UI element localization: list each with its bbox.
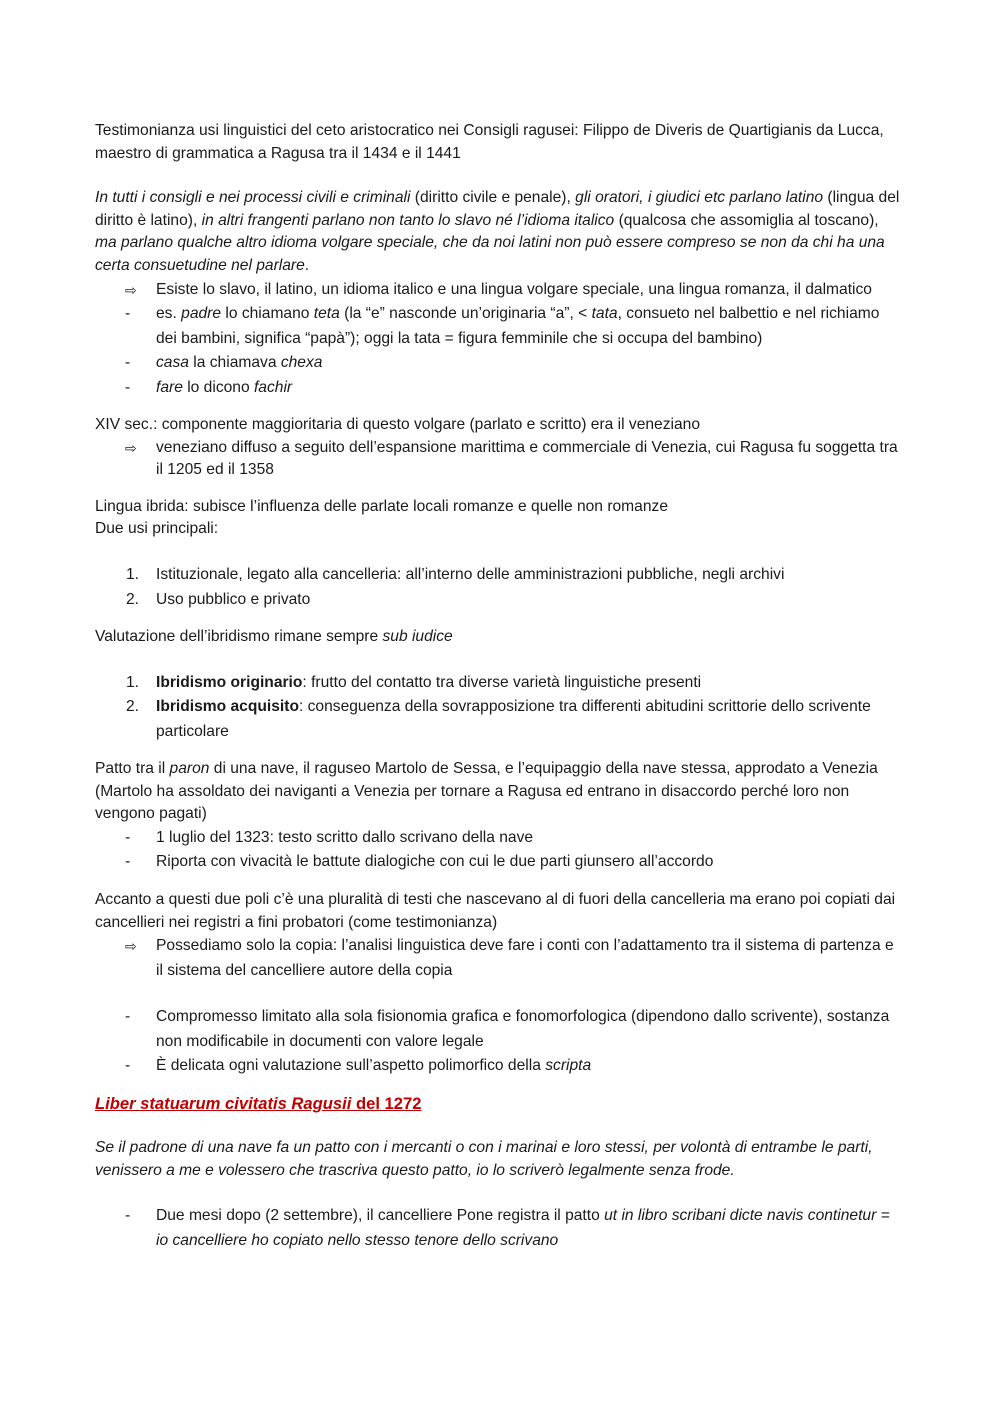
quote-italic-7: ma parlano qualche altro idioma volgare speciale, che da noi latini non può essere compreso se non da chi ha una certa consuetudine nel parlare xyxy=(95,234,885,274)
quote-italic-3: gli oratori, i giudici etc parlano latino xyxy=(575,189,824,207)
quote-italic-5: in altri frangenti parlano non tanto lo slavo né l’idioma italico xyxy=(201,211,615,229)
usi-text: Uso pubblico e privato xyxy=(156,590,311,608)
list-item-arrow-veneziano xyxy=(95,437,900,482)
padre-d: teta xyxy=(313,305,340,323)
list-item-arrow-lingue xyxy=(95,278,900,303)
patto-list-item-1 xyxy=(95,826,900,851)
dash-bullet: - xyxy=(125,853,131,871)
list-item-padre xyxy=(95,302,900,351)
accanto-paragraph: Accanto a questi due poli c’è una pluralità di testi che nascevano al di fuori della cancelleria ma erano poi copiati dai cancellieri nei registri a fini probatori (come testimonianza) xyxy=(95,890,896,931)
list-number: 1. xyxy=(126,673,140,691)
arrow-bullet-icon: ⇨ xyxy=(125,281,137,298)
dash-bullet: - xyxy=(125,1008,131,1026)
list-item-fare xyxy=(95,376,900,401)
intro-paragraph: Testimonianza usi linguistici del ceto aristocratico nei Consigli ragusei: Filippo de Diveris de Quartigianis da Lucca, maestro di grammatica a Ragusa tra il 1434 e il 1441 xyxy=(95,122,884,162)
valutazione-a: Valutazione dell’ibridismo rimane sempre xyxy=(95,628,383,646)
xiv-paragraph: XIV sec.: componente maggioritaria di questo volgare (parlato e scritto) era il veneziano xyxy=(95,416,701,434)
list-number: 2. xyxy=(126,698,140,716)
delicata-a: È delicata ogni valutazione sull’aspetto polimorfico della xyxy=(156,1057,546,1075)
ibridismo-text: : frutto del contatto tra diverse varietà linguistiche presenti xyxy=(302,673,702,691)
padre-g: , consueto nel balbettio e nel richiamo dei bambini, significa “papà”); oggi la tata = figura femminile che si occupa del bambino) xyxy=(156,305,880,347)
usi-text: Istituzionale, legato alla cancelleria: all’interno delle amministrazioni pubbliche, negli archivi xyxy=(156,566,785,584)
list-item-due-mesi xyxy=(95,1204,900,1253)
list-number: 1. xyxy=(126,566,140,584)
ibridismo-term: Ibridismo acquisito xyxy=(156,698,299,716)
list-item-text: Possediamo solo la copia: l’analisi linguistica deve fare i conti con l’adattamento tra il sistema di partenza e il sistema del cancelliere autore della copia xyxy=(156,937,894,979)
padre-e: (la “e” nasconde un’originaria “a”, < xyxy=(339,305,592,323)
casa-a: casa xyxy=(156,354,189,372)
statuto-quote-paragraph xyxy=(95,1137,900,1182)
fare-c: fachir xyxy=(253,378,293,396)
quote-text-2: (diritto civile e penale), xyxy=(410,189,576,207)
ibridismo-item-2 xyxy=(95,695,900,744)
quote-italic-1: In tutti i consigli e nei processi civili e criminali xyxy=(95,189,411,207)
padre-c: lo chiamano xyxy=(221,305,314,323)
lingua-ibrida-paragraph: Lingua ibrida: subisce l’influenza delle parlate locali romanze e quelle non romanze xyxy=(95,497,668,515)
fare-a: fare xyxy=(156,378,183,396)
list-item-text: Esiste lo slavo, il latino, un idioma italico e una lingua volgare speciale, una lingua romanza, il dalmatico xyxy=(156,280,872,298)
patto-b: paron xyxy=(169,760,210,778)
ibridismo-text: : conseguenza della sovrapposizione tra differenti abitudini scrittorie dello scrivente particolare xyxy=(156,698,871,740)
ibridismo-item-1 xyxy=(95,671,900,696)
dash-bullet: - xyxy=(125,828,131,846)
list-item-arrow-copia xyxy=(95,934,900,983)
heading-title-italic: Liber statuarum civitatis Ragusii xyxy=(95,1093,352,1113)
padre-a: es. xyxy=(156,305,182,323)
quote-text-6: (qualcosa che assomiglia al toscano), xyxy=(614,211,879,229)
valutazione-b: sub iudice xyxy=(382,628,453,646)
quote-text-8: . xyxy=(304,256,310,274)
due-usi-paragraph: Due usi principali: xyxy=(95,520,219,538)
quote-text-4: (lingua del diritto è latino), xyxy=(95,189,900,229)
due-mesi-b: ut in libro scribani dicte navis continetur = io cancelliere ho copiato nello stesso tenore dello scrivano xyxy=(156,1207,890,1249)
statuto-quote-text: Se il padrone di una nave fa un patto con i mercanti o con i marinai e loro stessi, per volontà di entrambe le parti, venissero a me e volessero che trascriva questo patto, io lo scriverò legalmente senza frode. xyxy=(95,1139,873,1179)
list-item-text: veneziano diffuso a seguito dell’espansione marittima e commerciale di Venezia, cui Ragusa fu soggetta tra il 1205 ed il 1358 xyxy=(156,438,898,479)
list-item-compromesso xyxy=(95,1005,900,1054)
due-mesi-a: Due mesi dopo (2 settembre), il cancelliere Pone registra il patto xyxy=(156,1207,605,1225)
usi-item-1 xyxy=(95,563,900,588)
usi-item-2 xyxy=(95,588,900,613)
dash-bullet: - xyxy=(125,378,131,396)
list-item-text: Compromesso limitato alla sola fisionomia grafica e fonomorfologica (dipendono dallo scrivente), sostanza non modificabile in documenti con valore legale xyxy=(156,1008,890,1050)
casa-b: la chiamava xyxy=(188,354,281,372)
arrow-bullet-icon: ⇨ xyxy=(125,938,137,955)
list-item-text: 1 luglio del 1323: testo scritto dallo scrivano della nave xyxy=(156,828,534,846)
arrow-bullet-icon: ⇨ xyxy=(125,439,137,456)
patto-paragraph xyxy=(95,758,900,826)
dash-bullet: - xyxy=(125,1207,131,1225)
list-number: 2. xyxy=(126,590,140,608)
casa-c: chexa xyxy=(280,354,323,372)
dash-bullet: - xyxy=(125,354,131,372)
list-item-text: Riporta con vivacità le battute dialogiche con cui le due parti giunsero all’accordo xyxy=(156,853,714,871)
fare-b: lo dicono xyxy=(182,378,254,396)
heading-date: del 1272 xyxy=(351,1093,422,1113)
section-heading xyxy=(95,1093,900,1116)
ibridismo-term: Ibridismo originario xyxy=(156,673,303,691)
padre-f: tata xyxy=(591,305,618,323)
dash-bullet: - xyxy=(125,305,131,323)
padre-b: padre xyxy=(181,305,222,323)
delicata-b: scripta xyxy=(545,1057,592,1075)
patto-list-item-2 xyxy=(95,850,900,875)
list-item-delicata xyxy=(95,1054,900,1079)
diveris-quote-paragraph xyxy=(95,187,900,277)
valutazione-paragraph xyxy=(95,626,900,649)
patto-a: Patto tra il xyxy=(95,760,170,778)
list-item-casa xyxy=(95,351,900,376)
patto-c: di una nave, il raguseo Martolo de Sessa, e l’equipaggio della nave stessa, approdato a Venezia (Martolo ha assoldato dei naviganti a Venezia per tornare a Ragusa ed entrano in disaccordo perché loro non vengono pagati) xyxy=(95,760,878,823)
document-page xyxy=(95,120,900,1253)
dash-bullet: - xyxy=(125,1057,131,1075)
